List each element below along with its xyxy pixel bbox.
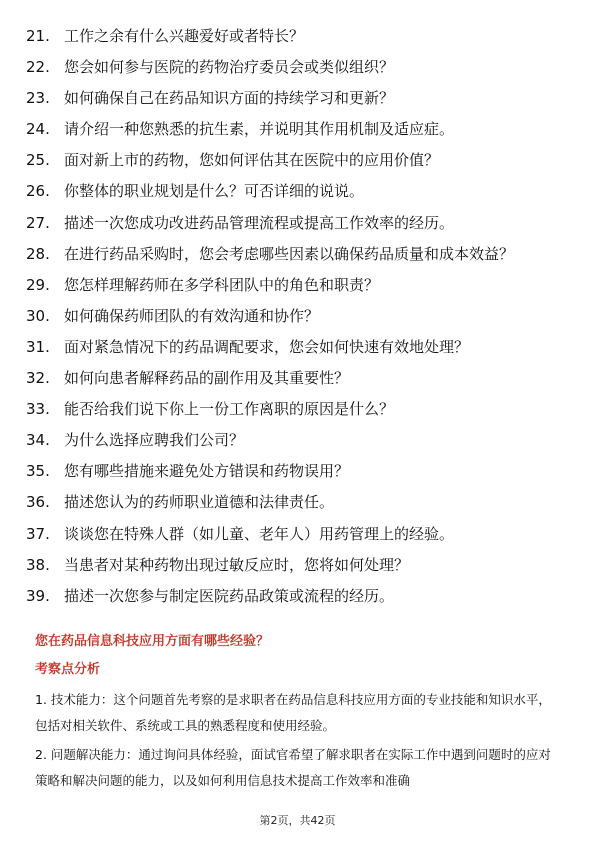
question-text: 谈谈您在特殊人群（如儿童、老年人）用药管理上的经验。 <box>64 524 455 543</box>
question-text: 你整体的职业规划是什么？可否详细的说说。 <box>64 182 365 201</box>
question-item <box>26 337 566 357</box>
question-number: 38. <box>26 555 50 574</box>
question-text: 如何向患者解释药品的副作用及其重要性？ <box>64 369 350 388</box>
question-number: 28. <box>26 244 50 263</box>
page-footer: 第2页，共42页 <box>259 814 336 827</box>
question-text: 在进行药品采购时，您会考虑哪些因素以确保药品质量和成本效益？ <box>64 244 515 263</box>
question-number: 35. <box>26 462 50 481</box>
question-number: 34. <box>26 431 50 450</box>
question-number: 25. <box>26 151 50 170</box>
question-text: 面对新上市的药物，您如何评估其在医院中的应用价值？ <box>64 151 440 170</box>
question-text: 描述一次您成功改进药品管理流程或提高工作效率的经历。 <box>64 213 455 232</box>
question-text: 能否给我们说下你上一份工作离职的原因是什么？ <box>64 400 395 419</box>
question-text: 您会如何参与医院的药物治疗委员会或类似组织？ <box>64 58 395 77</box>
question-number: 30. <box>26 306 50 325</box>
question-number: 26. <box>26 182 50 201</box>
question-text: 为什么选择应聘我们公司？ <box>64 431 245 450</box>
analysis-paragraph: 2. 问题解决能力：通过询问具体经验，面试官希望了解求职者在实际工作中遇到问题时的应对策略和解决问题的能力，以及如何利用信息技术提高工作效率和准确 <box>35 747 551 788</box>
question-item <box>26 119 566 139</box>
question-item <box>26 88 566 108</box>
question-text: 您有哪些措施来避免处方错误和药物误用？ <box>64 462 350 481</box>
question-item <box>26 181 566 201</box>
question-text: 如何确保自己在药品知识方面的持续学习和更新？ <box>64 89 395 108</box>
question-item <box>26 57 566 77</box>
question-item <box>26 150 566 170</box>
question-number: 32. <box>26 369 50 388</box>
section-title: 您在药品信息科技应用方面有哪些经验？ <box>35 634 270 649</box>
question-number: 23. <box>26 89 50 108</box>
question-item <box>26 492 566 512</box>
question-number: 39. <box>26 586 50 605</box>
question-text: 请介绍一种您熟悉的抗生素，并说明其作用机制及适应症。 <box>64 120 455 139</box>
question-text: 面对紧急情况下的药品调配要求，您会如何快速有效地处理？ <box>64 337 470 356</box>
question-number: 27. <box>26 213 50 232</box>
question-item <box>26 275 566 295</box>
question-text: 描述您认为的药师职业道德和法律责任。 <box>64 493 335 512</box>
question-text: 工作之余有什么兴趣爱好或者特长？ <box>64 27 305 45</box>
question-item <box>26 555 566 575</box>
section-subtitle: 考察点分析 <box>35 662 101 677</box>
question-text: 您怎样理解药师在多学科团队中的角色和职责？ <box>64 275 380 294</box>
question-number: 36. <box>26 493 50 512</box>
question-item <box>26 430 566 450</box>
question-list <box>26 26 566 617</box>
question-item <box>26 213 566 233</box>
question-text: 如何确保药师团队的有效沟通和协作？ <box>64 306 320 325</box>
question-item <box>26 586 566 606</box>
question-number: 29. <box>26 275 50 294</box>
question-number: 22. <box>26 58 50 77</box>
question-item <box>26 26 566 46</box>
answer-section <box>35 633 560 797</box>
question-number: 24. <box>26 120 50 139</box>
question-item <box>26 461 566 481</box>
question-number: 37. <box>26 524 50 543</box>
question-number: 31. <box>26 337 50 356</box>
question-number: 33. <box>26 400 50 419</box>
analysis-paragraph: 1. 技术能力：这个问题首先考察的是求职者在药品信息科技应用方面的专业技能和知识水平，包括对相关软件、系统或工具的熟悉程度和使用经验。 <box>35 692 551 733</box>
question-text: 当患者对某种药物出现过敏反应时，您将如何处理？ <box>64 555 410 574</box>
question-item <box>26 368 566 388</box>
question-item <box>26 244 566 264</box>
question-number: 21. <box>26 27 50 45</box>
question-text: 描述一次您参与制定医院药品政策或流程的经历。 <box>64 586 395 605</box>
question-item <box>26 524 566 544</box>
question-item <box>26 399 566 419</box>
question-item <box>26 306 566 326</box>
